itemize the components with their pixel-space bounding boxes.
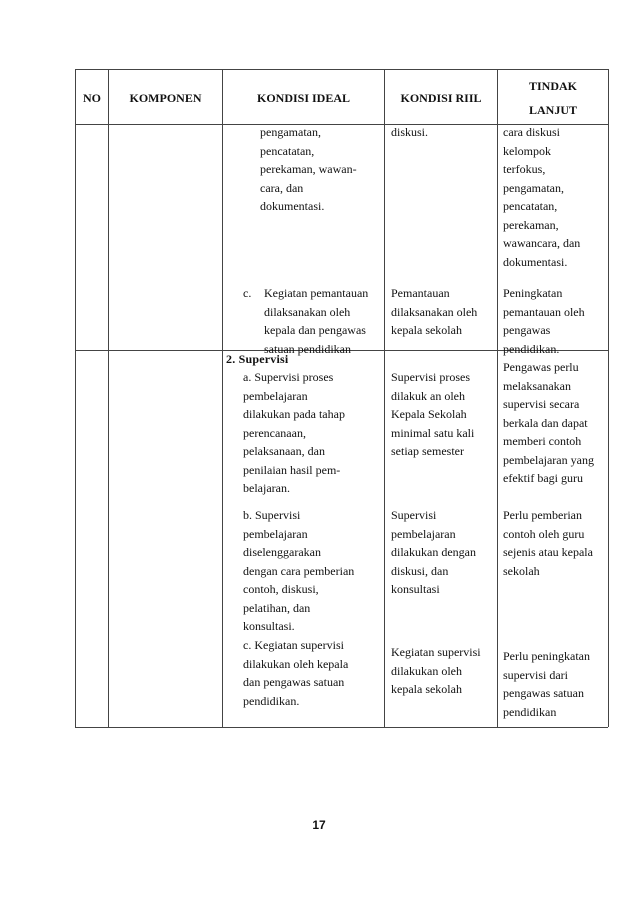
- tindak-row2-b: Perlu pemberian contoh oleh guru sejenis atau kepala sekolah: [503, 508, 593, 578]
- table-bottom-border: [75, 727, 608, 728]
- header-kondisi-ideal: KONDISI IDEAL: [256, 91, 351, 105]
- tindak-row1-b: cara diskusi kelompok terfokus, pengamatan, pencatatan, perekaman, wawancara, dan dokumentasi.: [503, 125, 581, 269]
- column-divider-komponen: [222, 69, 223, 727]
- tindak-row2-c: Perlu peningkatan supervisi dari pengawas satuan pendidikan: [503, 649, 590, 719]
- column-divider-riil: [497, 69, 498, 727]
- page-number: 17: [312, 818, 326, 832]
- tindak-row1-c: Peningkatan pemantauan oleh pengawas pendidikan.: [503, 286, 585, 356]
- column-divider-ideal: [384, 69, 385, 727]
- header-komponen: KOMPONEN: [129, 91, 202, 105]
- riil-row2-b: Supervisi pembelajaran dilakukan dengan diskusi, dan konsultasi: [391, 508, 476, 596]
- riil-row1-b: diskusi.: [391, 125, 429, 139]
- ideal-b-continuation: pengamatan, pencatatan, perekaman, wawan- cara, dan dokumentasi.: [260, 125, 357, 213]
- column-divider-no: [108, 69, 109, 727]
- header-tindak-lanjut: TINDAK LANJUT: [528, 79, 577, 117]
- ideal-c-marker: c.: [243, 286, 252, 300]
- table-left-border: [75, 69, 76, 727]
- header-no: NO: [83, 91, 101, 105]
- header-kondisi-riil: KONDISI RIIL: [400, 91, 482, 105]
- section-title-supervisi: 2. Supervisi: [226, 352, 289, 366]
- ideal-row1-c: Kegiatan pemantauan dilaksanakan oleh kepala dan pengawas satuan pendidikan: [264, 286, 369, 356]
- riil-row2-c: Kegiatan supervisi dilakukan oleh kepala sekolah: [391, 645, 481, 696]
- tindak-row2-a: Pengawas perlu melaksanakan supervisi secara berkala dan dapat memberi contoh pembelajaran yang efektif bagi guru: [503, 360, 594, 485]
- ideal-row2-a: a. Supervisi proses pembelajaran dilakukan pada tahap perencanaan, pelaksanaan, dan penilaian hasil pem- belajaran.: [243, 370, 345, 495]
- table-right-border: [608, 69, 609, 727]
- riil-row1-c: Pemantauan dilaksanakan oleh kepala sekolah: [391, 286, 478, 337]
- riil-row2-a: Supervisi proses dilakuk an oleh Kepala Sekolah minimal satu kali setiap semester: [391, 370, 475, 458]
- ideal-row2-c: c. Kegiatan supervisi dilakukan oleh kepala dan pengawas satuan pendidikan.: [243, 638, 349, 708]
- ideal-row2-b: b. Supervisi pembelajaran diselenggarakan dengan cara pemberian contoh, diskusi, pelatihan, dan konsultasi.: [243, 508, 355, 633]
- table-top-border: [75, 69, 608, 70]
